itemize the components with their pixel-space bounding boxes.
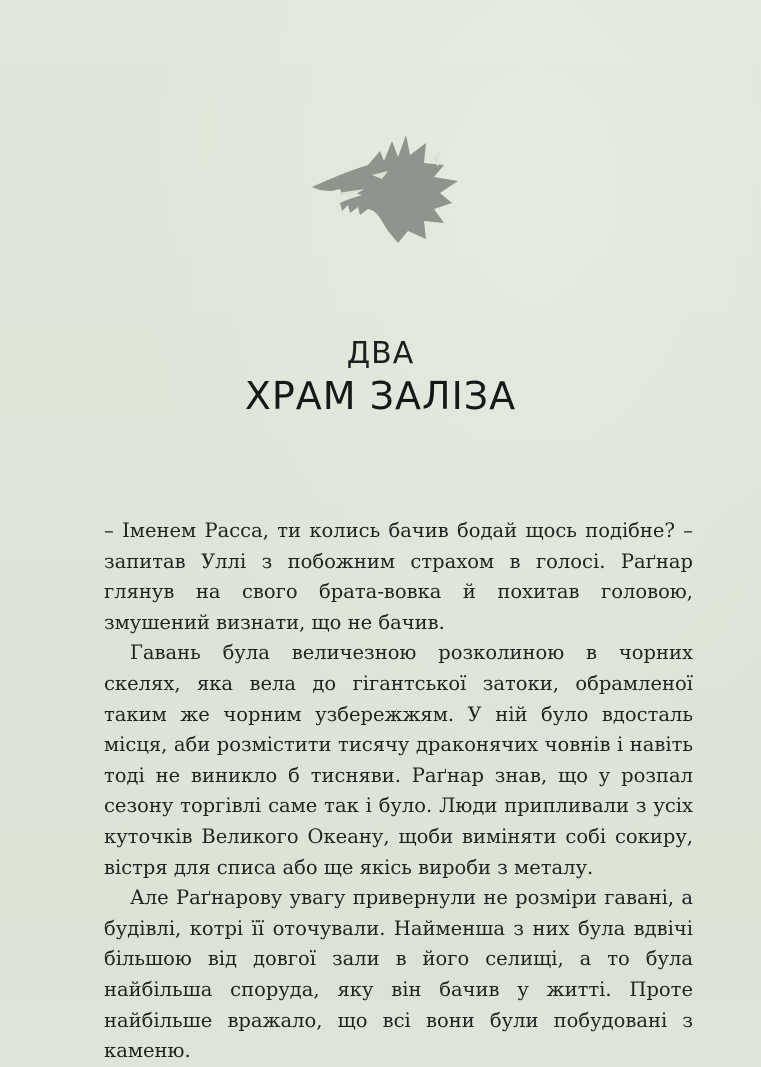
paragraph: Але Раґнарову увагу привернули не розміри гавані, а будівлі, котрі її оточували. Найменша з них була вдвічі більшою від довгої зали в його селищі, а то була найбільша споруда, яку він бачив у житті. Проте найбільше вражало, що всі вони були побудовані з каменю. — [104, 886, 693, 1063]
chapter-body — [104, 516, 693, 1067]
wolf-head-icon — [312, 135, 458, 243]
chapter-title: ХРАМ ЗАЛІЗА — [244, 374, 517, 418]
wolf-head-shape — [312, 135, 458, 243]
paragraph: Гавань була величезною розколиною в чорних скелях, яка вела до гігантської затоки, обрамленої таким же чорним узбережжям. У ній було вдосталь місця, аби розмістити тисячу драконячих човнів і навіть тоді не виникло б тисняви. Раґнар знав, що у розпал сезону торгівлі саме так і було. Люди припливали з усіх куточків Великого Океану, щоби виміняти собі сокиру, вістря для списа або ще якісь вироби з металу. — [104, 641, 693, 879]
paragraph: – Іменем Расса, ти колись бачив бодай щось подібне? – запитав Уллі з побожним страхом в голосі. Раґнар глянув на свого брата-вовка й похитав головою, змушений визнати, що не бачив. — [104, 519, 693, 634]
chapter-number: ДВА — [346, 336, 415, 371]
